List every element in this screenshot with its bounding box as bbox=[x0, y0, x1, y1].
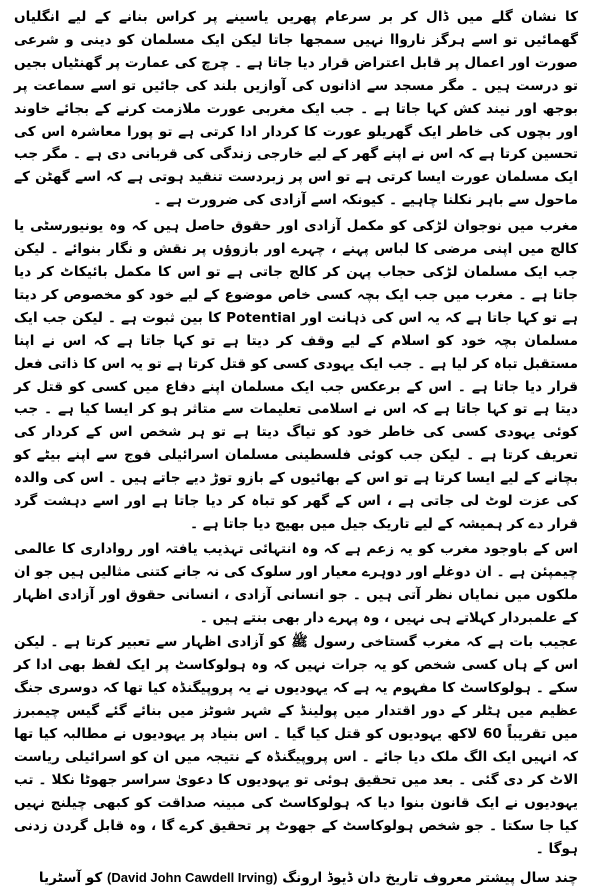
article-paragraph: مغرب میں نوجوان لڑکی کو مکمل آزادی اور حقوق حاصل ہیں کہ وہ یونیورسٹی یا کالج میں اپنی مرضی کا لباس پہنے ، چہرے اور بازوؤں پر نقش و نگار بنوائے ۔ لیکن جب ایک مسلمان لڑکی حجاب پہن کر کالج جاتی ہے تو اس کا مکمل بائیکاٹ کر دیا جاتا ہے ۔ مغرب میں جب ایک بچہ کسی خاص موضوع کے لیے خود کو مخصوص کر دیتا ہے تو کہا جاتا ہے کہ یہ اس کی ذہانت اور Potential کا بین ثبوت ہے ۔ لیکن جب ایک مسلمان بچہ خود کو اسلام کے لیے وقف کر دیتا ہے تو کہا جاتا ہے کہ اس نے اپنا مستقبل تباہ کر لیا ہے ۔ جب ایک یہودی کسی کو قتل کرتا ہے تو یہ اس کا ذاتی فعل قرار دیا جاتا ہے ۔ اس کے برعکس جب ایک مسلمان اپنے دفاع میں کسی کو قتل کر دیتا ہے تو کہا جاتا ہے کہ اس نے اسلامی تعلیمات سے متاثر ہو کر ایسا کیا ہے ۔ جب کوئی یہودی کسی کی خاطر خود کو تیاگ دیتا ہے تو ہر شخص اس کے کردار کی تعریف کرتا ہے ۔ لیکن جب کوئی فلسطینی مسلمان اسرائیلی فوج سے اپنے بیٹے کو بچانے کے لیے ایسا کرتا ہے تو اس کے بھائیوں کے بازو توڑ دیے جاتے ہیں ۔ اس کی والدہ کی عزت لوٹ لی جاتی ہے ، اس کے گھر کو تباہ کر دیا جاتا ہے اور اسے دہشت گرد قرار دے کر ہمیشہ کے لیے تاریک جیل میں بھیج دیا جاتا ہے ۔ bbox=[14, 218, 578, 532]
article-paragraph: کا نشان گلے میں ڈال کر بر سرعام پھریں یاسینے پر کراس بنانے کے لیے انگلیاں گھمائیں تو اسے ہرگز نارواا نہیں سمجھا جاتا لیکن ایک مسلمان کو دینی و شرعی صورت اور اعمال پر قابل اعتراض قرار دیا جاتا ہے ۔ چرچ کی عمارت پر گھنٹیاں بجیں تو درست ہیں ۔ مگر مسجد سے اذانوں کی آوازیں بلند کی جائیں تو اسے سماعت پر بوجھ اور نیند کش کہا جاتا ہے ۔ جب ایک مغربی عورت ملازمت کرنے کے بجائے خاوند اور بچوں کی خاطر ایک گھریلو عورت کا کردار ادا کرتی ہے تو پورا معاشرہ اس کی تحسین کرتا ہے کہ اس نے اپنے گھر کے لیے خارجی زندگی کی قربانی دی ہے ۔ مگر جب ایک مسلمان عورت ایسا کرتی ہے تو اس پر زبردست تنقید ہوتی ہے کہ اسے گھٹن کے ماحول سے باہر نکلنا چاہیے ۔ کیونکہ اسے آزادی کی ضرورت ہے ۔ bbox=[14, 9, 578, 209]
footer-text-end: کو آسٹریا bbox=[38, 869, 103, 886]
article-paragraph: اس کے باوجود مغرب کو یہ زعم ہے کہ وہ انتہائی تہذیب یافتہ اور رواداری کا عالمی چیمپئن ہے ۔ ان دوغلے اور دوہرے معیار اور سلوک کی نہ جانے کتنی مثالیں ہیں جو ان ملکوں میں نمایاں نظر آتی ہیں ۔ جو انسانی آزادی ، انسانی حقوق اور آزادی اظہار کے علمبردار کہلاتے ہی نہیں ، وہ پہرے دار بھی بنتے ہیں ۔ bbox=[14, 540, 578, 626]
article-footer-line bbox=[14, 867, 578, 889]
article-page bbox=[14, 6, 578, 886]
article-paragraph: عجیب بات ہے کہ مغرب گستاخی رسول ﷺ کو آزادی اظہار سے تعبیر کرتا ہے ۔ لیکن اس کے ہاں کسی شخص کو یہ جرات نہیں کہ وہ ہولوکاسٹ پر ایک لفظ بھی ادا کر سکے ۔ ہولوکاسٹ کا مفہوم یہ ہے کہ یہودیوں نے یہ پروپیگنڈہ کیا تھا کہ دوسری جنگ عظیم میں ہٹلر کے دور اقتدار میں پولینڈ کے شہر شوٹز میں بنائے گئے گیس چیمبرز میں تقریباً 60 لاکھ یہودیوں کو قتل کیا گیا ۔ اس بنیاد پر یہودیوں نے مطالبہ کیا تھا کہ انہیں ایک الگ ملک دیا جائے ۔ اس پروپیگنڈہ کے نتیجہ میں ان کو اسرائیلی ریاست الاٹ کر دی گئی ۔ بعد میں تحقیق ہوئی تو یہودیوں کا دعویٰ سراسر جھوٹا نکلا ۔ تب یہودیوں نے ایک قانون بنوا دیا کہ ہولوکاسٹ کی مبینہ صداقت کو کبھی چیلنج نہیں کیا جا سکتا ۔ جو شخص ہولوکاسٹ کے جھوٹ پر تحقیق کرے گا ، وہ قابل گردن زدنی ہوگا ۔ bbox=[14, 634, 578, 857]
footer-text: چند سال پیشتر معروف تاریخ دان ڈیوڈ ارونگ bbox=[282, 869, 578, 886]
footer-latin-name: (David John Cawdell Irving) bbox=[107, 869, 278, 885]
